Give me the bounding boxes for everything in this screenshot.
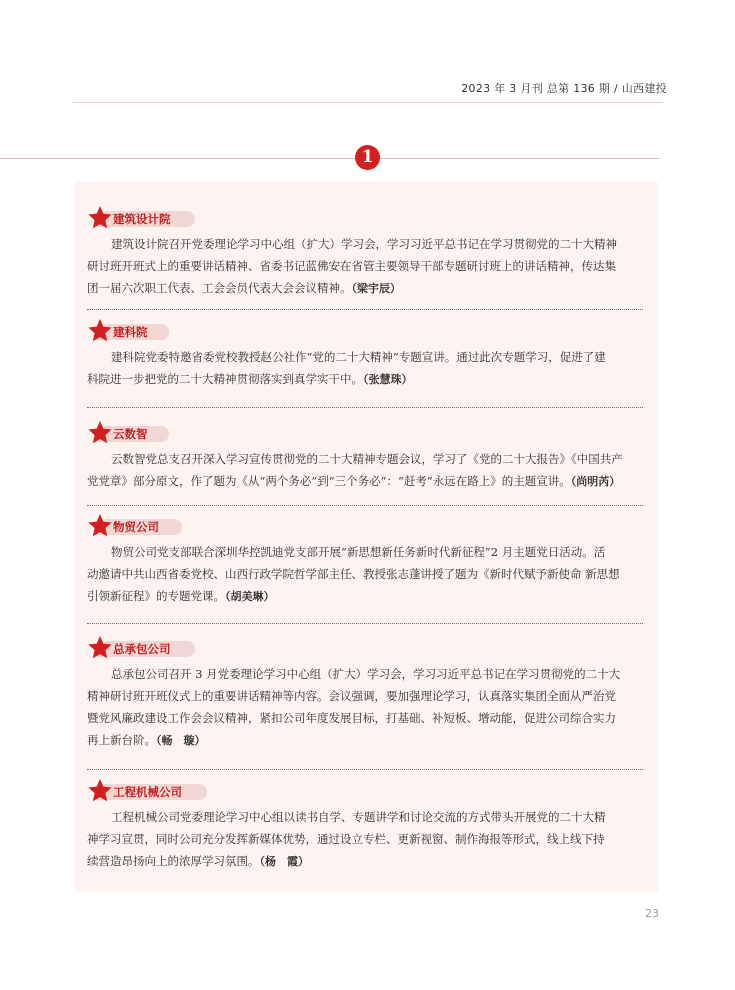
entry-line-text: 神学习宣贯，同时公司充分发挥新媒体优势，通过设立专栏、更新视窗、制作海报等形式，线上线下持 [87,832,605,846]
entry-line [87,541,649,563]
entry-author: （梁宇辰） [351,282,401,295]
entry-tag-label: 建科院 [113,325,148,339]
entry-tag-label: 总承包公司 [113,642,171,656]
entry-line [87,685,649,707]
entry-body [87,541,649,607]
entry-line-text: 党党章》部分原文，作了题为《从“两个务必”到“三个务必”：“赶考”永远在路上》的主题宣讲。 [87,474,571,488]
entry-line-text: 暨党风廉政建设工作会会议精神，紧扣公司年度发展目标，打基础、补短板、增动能，促进公司综合实力 [87,711,616,725]
entry-line [87,470,649,492]
dotted-divider [87,407,643,408]
header-rule [72,102,663,103]
star-icon [87,420,113,444]
entry-line [87,233,649,255]
entry-author: （张慧珠） [363,373,413,386]
dotted-divider [87,309,643,310]
star-icon [87,778,113,802]
entry-line-text: 动邀请中共山西省委党校、山西行政学院哲学部主任、教授张志蓬讲授了题为《新时代赋予新使命 新思想 [87,567,620,581]
entry-line [87,368,649,390]
entry-line [87,850,649,872]
star-icon [87,318,113,342]
entry-line-text: 云数智党总支召开深入学习宣传贯彻党的二十大精神专题会议，学习了《党的二十大报告》《中国共产 [111,452,623,466]
entry-line [87,828,649,850]
entry-line [87,707,649,729]
entry-line-text: 建科院党委特邀省委党校教授赵公社作“党的二十大精神”专题宣讲。通过此次专题学习，促进了建 [111,350,606,364]
entry-line-text: 总承包公司召开 3 月党委理论学习中心组（扩大）学习会，学习习近平总书记在学习贯彻党的二十大 [111,667,621,681]
entry-line-text: 再上新台阶。 [87,733,156,747]
issue-header: 2023 年 3 月刊 总第 136 期 / 山西建投 [461,82,667,95]
entry-author: （胡美琳） [225,590,275,603]
entry-line [87,277,649,299]
entry-line [87,663,649,685]
entry-line [87,448,649,470]
entry-line [87,729,649,751]
entry-author: （尚明芮） [570,475,621,488]
entry-tag-label: 工程机械公司 [113,785,182,799]
entry-line [87,346,649,368]
dotted-divider [87,769,643,770]
section-rule [0,158,660,159]
entry-line-text: 研讨班开班式上的重要讲话精神、省委书记蓝佛安在省管主要领导干部专题研讨班上的讲话精神，传达集 [87,259,616,273]
star-icon [87,205,113,229]
entry-line-text: 续营造昂扬向上的浓厚学习氛围。 [87,854,260,868]
entry-line-text: 精神研讨班开班仪式上的重要讲话精神等内容。会议强调，要加强理论学习，认真落实集团全面从严治党 [87,689,616,703]
entry-body [87,663,649,751]
entry-line [87,563,649,585]
entry-body [87,448,649,492]
entry-body [87,346,649,390]
entry-line [87,255,649,277]
entry-tag-label: 物贸公司 [113,520,159,534]
star-icon [87,635,113,659]
section-number-badge: 1 [355,145,380,170]
page-number: 23 [645,907,659,920]
dotted-divider [87,505,643,506]
entry-author: （畅 璇） [156,734,206,747]
dotted-divider [87,623,643,624]
star-icon [87,513,113,537]
entry-line-text: 建筑设计院召开党委理论学习中心组（扩大）学习会，学习习近平总书记在学习贯彻党的二十大精神 [111,237,617,251]
entry-author: （杨 霞） [259,855,309,868]
entry-body [87,806,649,872]
entry-line-text: 工程机械公司党委理论学习中心组以读书自学、专题讲学和讨论交流的方式带头开展党的二十大精 [111,810,606,824]
entry-tag-label: 建筑设计院 [113,212,171,226]
entry-line [87,806,649,828]
entry-line-text: 科院进一步把党的二十大精神贯彻落实到真学实干中。 [87,372,363,386]
entry-body [87,233,649,299]
entry-line-text: 引领新征程》的专题党课。 [87,589,225,603]
entry-line-text: 团一届六次职工代表、工会会员代表大会会议精神。 [87,281,352,295]
entry-line-text: 物贸公司党支部联合深圳华控凯迪党支部开展“新思想新任务新时代新征程”2 月主题党日活动。活 [111,545,606,559]
entry-line [87,585,649,607]
entry-tag-label: 云数智 [113,427,148,441]
